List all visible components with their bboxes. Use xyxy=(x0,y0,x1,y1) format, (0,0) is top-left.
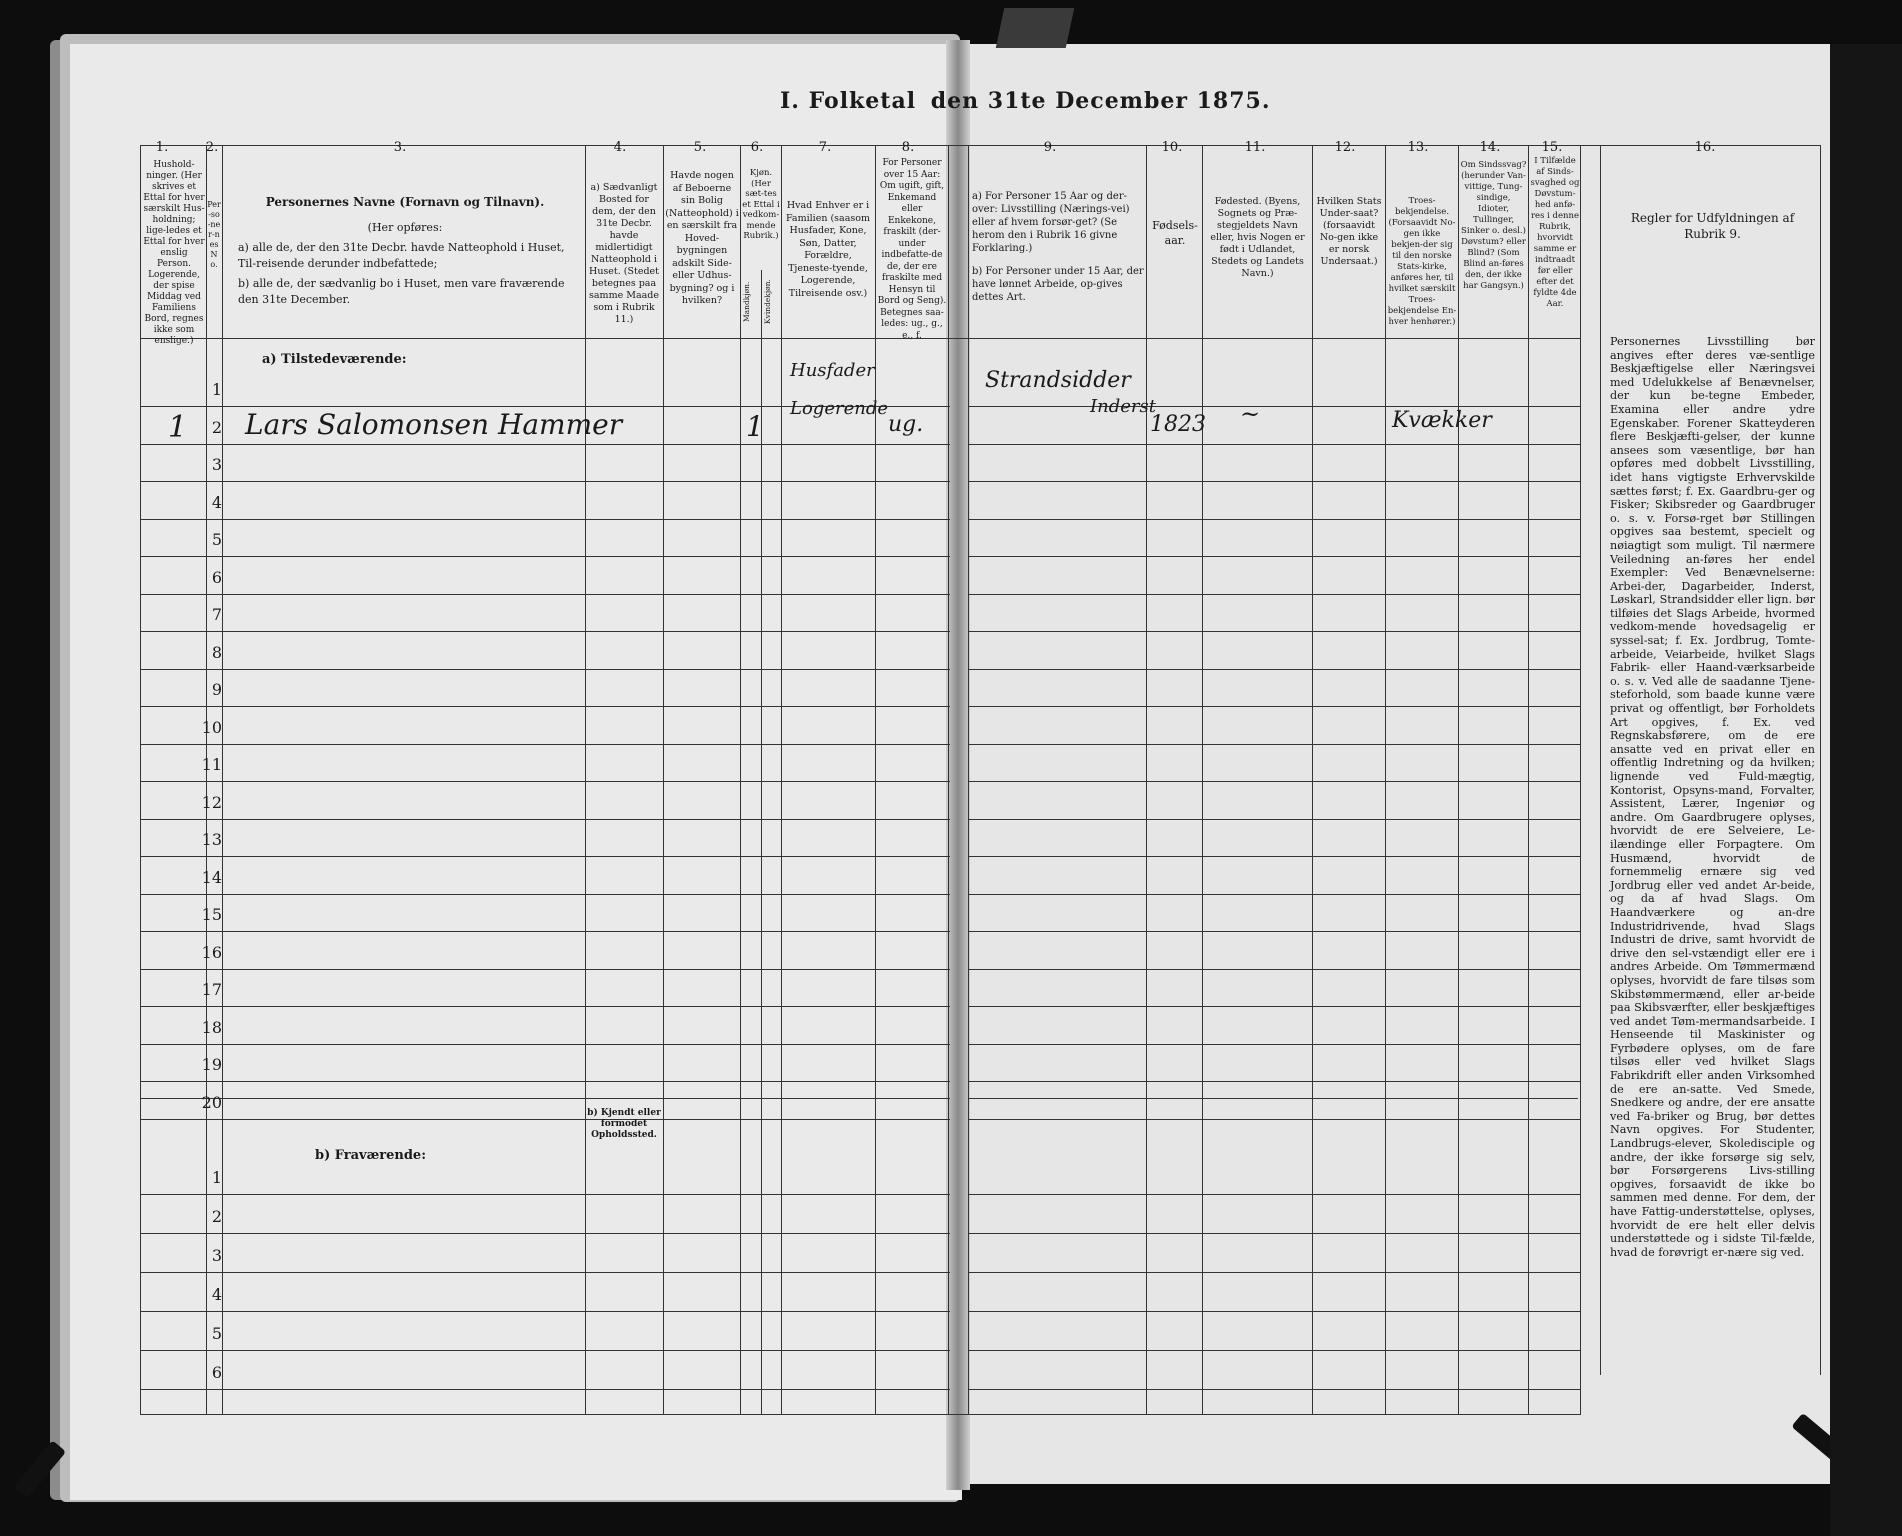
column-number: 2. xyxy=(205,140,219,155)
row-line xyxy=(968,1272,1580,1273)
row-line xyxy=(140,1350,950,1351)
row-number: 6 xyxy=(211,568,222,587)
row-line xyxy=(140,1311,950,1312)
row-line xyxy=(140,1233,950,1234)
header-col6-female: Kvindekjøn. xyxy=(763,279,772,325)
grid-col-line xyxy=(1600,145,1601,1375)
row-line xyxy=(140,1272,950,1273)
row-line xyxy=(140,706,950,707)
column-number: 16. xyxy=(1694,140,1716,155)
row-line xyxy=(140,444,950,445)
row-line xyxy=(968,519,1580,520)
row-number: 14 xyxy=(201,868,222,887)
grid-col-line xyxy=(1385,145,1386,1415)
column-number: 5. xyxy=(693,140,707,155)
row-line xyxy=(968,1006,1580,1007)
header-col7: Hvad Enhver er i Familien (saasom Husfader, Kone, Søn, Datter, Forældre, Tjeneste-tyende, Logerende, Tilreisende osv.) xyxy=(785,200,870,299)
row-number: 13 xyxy=(201,830,222,849)
grid-header-bottom xyxy=(140,338,1580,339)
column-number: 13. xyxy=(1407,140,1429,155)
row-line xyxy=(968,444,1580,445)
entry-family-role-1: Husfader xyxy=(790,360,875,381)
row-number: 11 xyxy=(201,755,222,774)
row-number: 9 xyxy=(211,680,222,699)
row-number: 2 xyxy=(211,1207,222,1226)
row-line xyxy=(140,631,950,632)
row-line xyxy=(968,631,1580,632)
row-line xyxy=(968,706,1580,707)
entry-birthplace: ~ xyxy=(1240,400,1261,428)
row-line xyxy=(140,669,950,670)
row-line xyxy=(140,556,950,557)
row-number: 5 xyxy=(211,1324,222,1343)
grid-col-line xyxy=(781,145,782,1415)
entry-family-role-2: Logerende xyxy=(790,398,888,419)
grid-col-line xyxy=(585,145,586,1415)
column-number: 3. xyxy=(393,140,407,155)
row-line xyxy=(140,1194,950,1195)
row-line xyxy=(968,819,1580,820)
row-line xyxy=(140,1081,950,1082)
row-number: 17 xyxy=(201,980,222,999)
row-line xyxy=(140,856,950,857)
row-line xyxy=(140,1006,950,1007)
header-col14: Om Sindssvag? (herunder Van-vittige, Tung-sindige, Idioter, Tullinger, Sinker o. desl.) Døvstum? eller Blind? (Som Blind an-føres den, der ikke har Gangsyn.) xyxy=(1460,160,1527,291)
header-col3-sub: (Her opføres: xyxy=(367,221,443,234)
title-part2: den 31te December 1875. xyxy=(930,88,1271,114)
grid-col-line xyxy=(1580,145,1581,1415)
grid-col-line xyxy=(1820,145,1821,1375)
row-number: 1 xyxy=(211,1168,222,1187)
row-line xyxy=(968,1044,1580,1045)
row-line xyxy=(140,819,950,820)
header-col8: For Personer over 15 Aar: Om ugift, gift, Enkemand eller Enkekone, fraskilt (der-under indbefatte-de de, der ere fraskilte med Hensyn til Bord og Seng). Betegnes saa-ledes: ug., g., e., f. xyxy=(877,158,947,341)
row-line xyxy=(968,481,1580,482)
header-col3-b: b) alle de, der sædvanlig bo i Huset, men vare fraværende den 31te December. xyxy=(238,277,565,306)
section-present: a) Tilstedeværende: xyxy=(262,352,407,367)
rules-text: Personernes Livsstilling bør angives efter deres væ-sentlige Beskjæftigelse eller Næringsvei med Udelukkelse af Benævnelser, der kun be-tegne Embeder, Examina eller andre ydre Egenskaber. Forener Skatteyderen flere Beskjæfti-gelser, der kunne ansees som væsentlige, bør han opføres med dobbelt Livsstilling, idet hans vigtigste Erhvervskilde sættes først; f. Ex. Gaardbru-ger og Fisker; Skibsreder og Gaardbruger o. s. v. Forsø-rget bør Stillingen opgives saa bestemt, specielt og nøiagtigt som muligt. Til nærmere Veiledning an-føres her endel Exempler: Ved Benævnelserne: Arbei-der, Dagarbeider, Inderst, Løskarl, Strandsidder eller lign. bør tilføies det Slags Arbeide, hvormed vedkom-mende hovedsagelig er syssel-sat; f. Ex. Jordbrug, Tomte-arbeide, Veiarbeide, hvilket Slags Fabrik- eller Haand-værksarbeide o. s. v. Ved alle de saadanne Tjene-steforhold, som baade kunne være privat og offentligt, bør Forholdets Art opgives, f. Ex. ved Regnskabsførere, om de ere ansatte ved en privat eller en offentlig Indretning og da hvilken; lignende ved Fuld-mægtig, Kontorist, Opsyns-mand, Forvalter, Assistent, Lærer, Ingeniør og andre. Om Gaardbrugere oplyses, hvorvidt de ere Selveiere, Le-ilændinge eller Forpagtere. Om Husmænd, hvorvidt de fornemmelig ernære sig ved Jordbrug eller ved andet Ar-beide, og da af hvad Slags. Om Haandværkere og an-dre Industridrivende, hvad Slags Industri de drive, samt hvorvidt de drive den sel-vstændigt eller ere i andres Arbeide. Om Tømmermænd oplyses, hvorvidt de fare tilsøs som Skibstømmermænd, eller ar-beide paa Skibsværfter, eller beskjæftiges ved andet Tøm-mermandsarbeide. I Henseende til Maskinister og Fyrbødere oplyses, om de fare tilsøs eller ved hvilket Slags Fabrikdrift eller anden Virksomhed de ere an-satte. Ved Smede, Snedkere og andre, der ere ansatte ved Fa-briker og Brug, bør dettes Navn opgives. For Studenter, Landbrugs-elever, Skoledisciple og andre, der ikke forsørge sig selv, bør Forsørgerens Livs-stilling opgives, forsaavidt de ikke bo sammen med denne. For dem, der have Fattig-understøttelse, oplyses, hvorvidt de ere helt eller delvis understøttede og i sidste Til-fælde, hvad de forøvrigt er-nære sig ved. xyxy=(1610,335,1815,1259)
row-line xyxy=(140,931,950,932)
row-line xyxy=(140,1389,950,1390)
row-number: 7 xyxy=(211,605,222,624)
row-number: 4 xyxy=(211,493,222,512)
grid-section-divider xyxy=(140,1098,950,1099)
section-absent-col4: b) Kjendt eller formodet Opholdssted. xyxy=(587,1108,661,1140)
row-line xyxy=(968,1350,1580,1351)
header-col11: Fødested. (Byens, Sognets og Præ-stegjeldets Navn eller, hvis Nogen er født i Udlandet, Stedets og Landets Navn.) xyxy=(1210,196,1305,279)
column-number: 7. xyxy=(818,140,832,155)
row-line xyxy=(140,481,950,482)
row-number: 16 xyxy=(201,943,222,962)
header-col3-a: a) alle de, der den 31te Decbr. havde Natteophold i Huset, Til-reisende derunder indbefattede; xyxy=(238,241,565,270)
grid-bottom-line xyxy=(140,1414,1580,1415)
edge-shadow xyxy=(1830,44,1902,1536)
grid-col-line xyxy=(1458,145,1459,1415)
row-line xyxy=(968,744,1580,745)
entry-household: 1 xyxy=(168,410,188,445)
column-number: 8. xyxy=(901,140,915,155)
row-line xyxy=(968,931,1580,932)
row-number: 6 xyxy=(211,1363,222,1382)
row-line xyxy=(968,1194,1580,1195)
header-col9-b: b) For Personer under 15 Aar, der have lønnet Arbeide, op-gives dettes Art. xyxy=(972,266,1144,303)
grid-col-line xyxy=(968,145,969,1415)
row-line xyxy=(968,1389,1580,1390)
header-col6-male: Mandkjøn. xyxy=(742,281,751,323)
row-line xyxy=(140,894,950,895)
column-number: 6. xyxy=(750,140,764,155)
row-line xyxy=(140,519,950,520)
row-number: 2 xyxy=(211,418,222,437)
row-line xyxy=(968,856,1580,857)
row-line xyxy=(968,594,1580,595)
row-number: 15 xyxy=(201,905,222,924)
grid-col-line xyxy=(875,145,876,1415)
row-line xyxy=(140,594,950,595)
row-line xyxy=(968,894,1580,895)
header-col4: a) Sædvanligt Bosted for dem, der den 31te Decbr. havde midlertidigt Natteophold i Huset. (Stedet betegnes paa samme Maade som i Rubrik 11.) xyxy=(589,182,659,325)
row-number: 3 xyxy=(211,455,222,474)
entry-birth-year: 1823 xyxy=(1150,412,1206,437)
entry-occupation-2: Inderst xyxy=(1090,396,1156,417)
header-col16: Regler for Udfyldningen af Rubrik 9. xyxy=(1630,211,1795,241)
entry-religion: Kvækker xyxy=(1392,408,1492,433)
header-col13: Troes-bekjendelse. (Forsaavidt No-gen ikke bekjen-der sig til den norske Stats-kirke, anføres her, til hvilket særskilt Troes-bekjendelse En-hver henhører.) xyxy=(1387,196,1457,327)
column-number: 9. xyxy=(1043,140,1057,155)
grid-col-line xyxy=(1312,145,1313,1415)
grid-col-line xyxy=(140,145,141,1415)
row-number: 4 xyxy=(211,1285,222,1304)
header-col12: Hvilken Stats Under-saat? (forsaavidt No-gen ikke er norsk Undersaat.) xyxy=(1316,196,1382,267)
row-number: 10 xyxy=(201,718,222,737)
header-col6: Kjøn. (Her sæt-tes et Ettal i vedkom-mende Rubrik.) xyxy=(742,168,780,241)
entry-marital: ug. xyxy=(888,412,924,437)
title-part1: I. Folketal xyxy=(780,88,917,114)
grid-col-line xyxy=(948,145,949,1415)
row-number: 5 xyxy=(211,530,222,549)
column-number: 14. xyxy=(1479,140,1501,155)
grid-col-line xyxy=(663,145,664,1415)
header-col10: Fødsels-aar. xyxy=(1152,219,1198,247)
header-col15: I Tilfælde af Sinds-svaghed og Døvstum-hed anfø-res i denne Rubrik, hvorvidt samme er indtraadt før eller efter det fyldte 4de Aar. xyxy=(1530,156,1580,309)
row-line xyxy=(968,781,1580,782)
row-line xyxy=(968,406,1580,407)
column-number: 12. xyxy=(1334,140,1356,155)
header-col5: Havde nogen af Beboerne sin Bolig (Natteophold) i en særskilt fra Hoved-bygningen adskilt Side-eller Udhus-bygning? og i hvilken? xyxy=(665,170,739,306)
grid-col-line xyxy=(740,145,741,1415)
row-number: 8 xyxy=(211,643,222,662)
row-line xyxy=(968,1233,1580,1234)
entry-name: Lars Salomonsen Hammer xyxy=(245,408,623,441)
row-line xyxy=(968,1119,1580,1120)
row-number: 1 xyxy=(211,380,222,399)
grid-col-line xyxy=(1528,145,1529,1415)
header-col3-title: Personernes Navne (Fornavn og Tilnavn). xyxy=(265,195,545,209)
row-line xyxy=(968,969,1580,970)
column-number: 1. xyxy=(155,140,169,155)
row-number: 20 xyxy=(201,1093,222,1112)
column-number: 10. xyxy=(1161,140,1183,155)
column-number: 15. xyxy=(1541,140,1563,155)
header-col2: Per-so-ner-nes No. xyxy=(207,200,221,269)
grid-col-line xyxy=(222,145,223,1415)
row-number: 3 xyxy=(211,1246,222,1265)
section-absent: b) Fraværende: xyxy=(315,1148,427,1163)
grid-col-line xyxy=(1202,145,1203,1415)
header-col9-a: a) For Personer 15 Aar og der-over: Livsstilling (Nærings-vei) eller af hvem forsør-get? (Se herom den i Rubrik 16 givne Forklaring.) xyxy=(972,191,1130,254)
row-number: 12 xyxy=(201,793,222,812)
row-line xyxy=(140,781,950,782)
column-number: 4. xyxy=(613,140,627,155)
row-number: 18 xyxy=(201,1018,222,1037)
grid-section-divider-right xyxy=(968,1098,1578,1099)
entry-sex-male: 1 xyxy=(746,410,764,443)
row-line xyxy=(968,669,1580,670)
entry-occupation-1: Strandsidder xyxy=(985,368,1131,393)
grid-col-line xyxy=(1146,145,1147,1415)
column-number: 11. xyxy=(1244,140,1266,155)
row-line xyxy=(140,744,950,745)
row-line xyxy=(968,556,1580,557)
row-line xyxy=(140,1119,950,1120)
header-col1: Hushold-ninger. (Her skrives et Ettal for hver særskilt Hus-holdning; lige-ledes et Ettal for hver enslig Person. Logerende, der spise Middag ved Familiens Bord, regnes ikke som enslige.) xyxy=(143,160,205,346)
row-line xyxy=(968,1081,1580,1082)
row-line xyxy=(140,969,950,970)
row-line xyxy=(140,1044,950,1045)
row-line xyxy=(968,1311,1580,1312)
row-number: 19 xyxy=(201,1055,222,1074)
